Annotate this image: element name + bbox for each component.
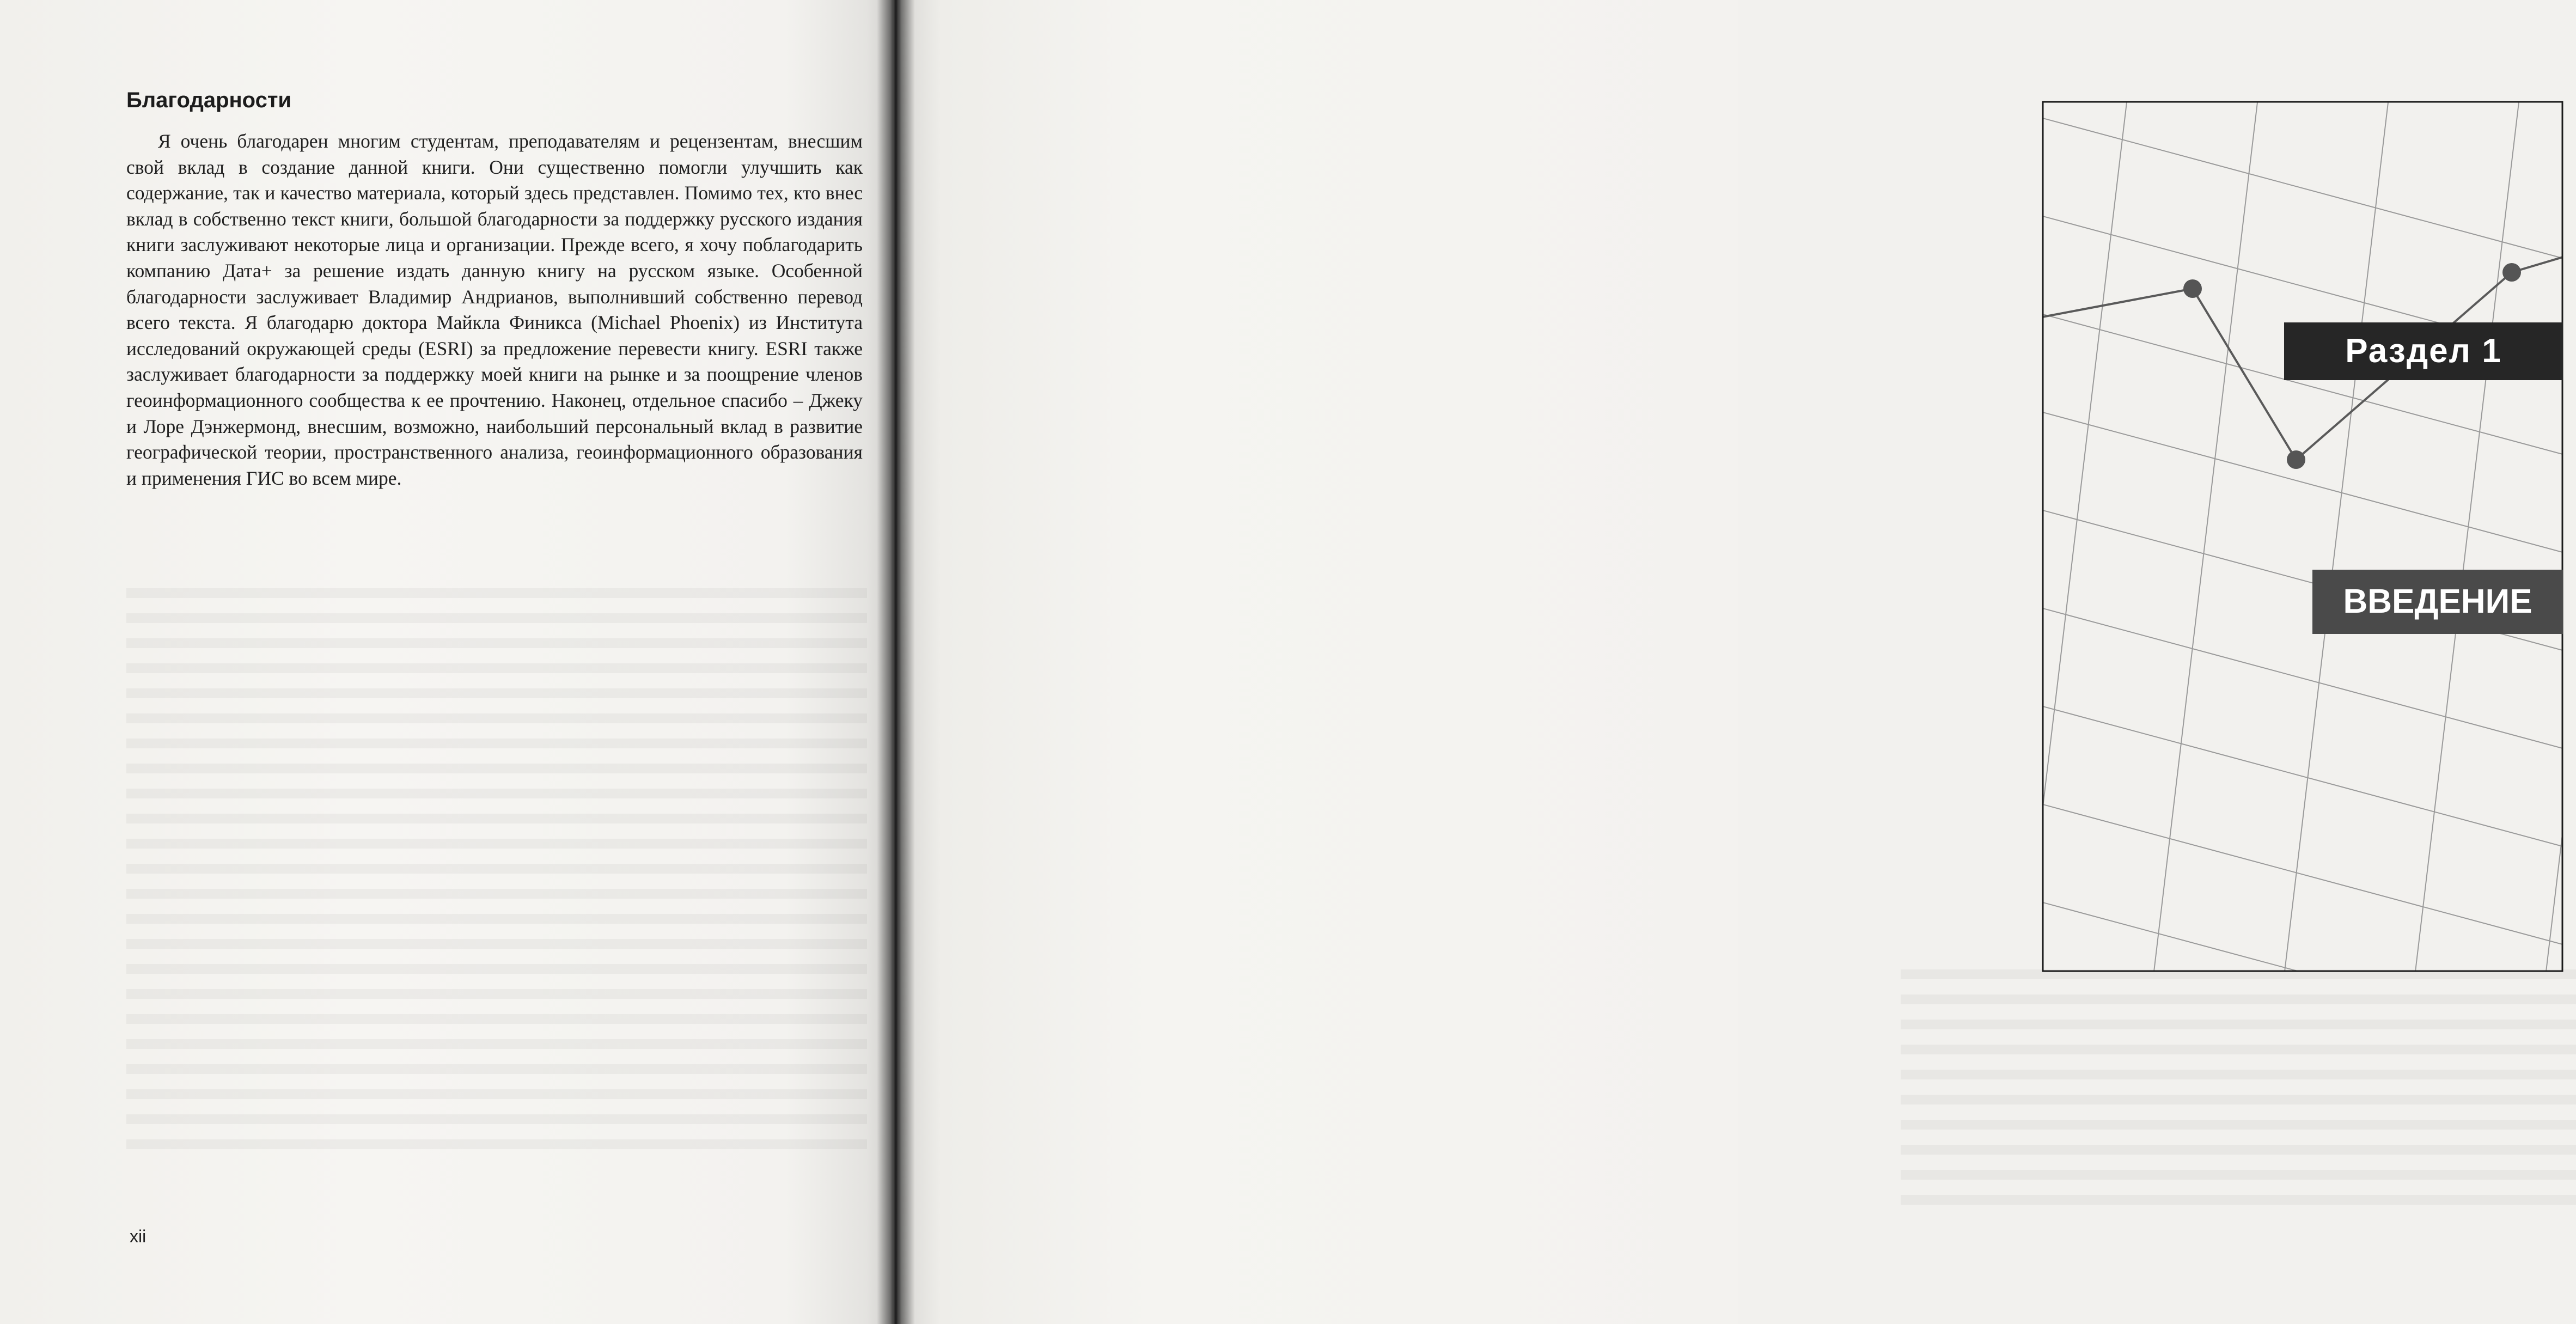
perspective-grid xyxy=(2020,80,2576,1049)
book-gutter-shadow xyxy=(877,0,915,1324)
acknowledgements-paragraph: Я очень благодарен многим студентам, преподавателям и рецензентам, внесшим свой вклад в создание данной книги. Они существенно помогли улучшить как содержание, так и качество материала, который здесь представлен. Помимо тех, кто внес вклад в собственно текст книги, большой благодарности за поддержку русского издания книги заслуживают некоторые лица и организации. Прежде всего, я хочу поблагодарить компанию Дата+ за решение издать данную книгу на русском языке. Особенной благодарности заслуживает Владимир Андрианов, выполнивший собственно перевод всего текста. Я благодарю доктора Майкла Финикса (Michael Phoenix) из Института исследований окружающей среды (ESRI) за предложение перевести книгу. ESRI также заслуживает благодарности за поддержку моей книги на рынке и за поощрение членов геоинформационного сообщества к ее прочтению. Наконец, отдельное спасибо – Джеку и Лоре Дэнжермонд, внесшим, возможно, наибольший персональный вклад в развитие географической теории, пространственного анализа, геоинформационного образования и применения ГИС во всем мире. xyxy=(126,130,863,489)
part-opener-illustration xyxy=(2042,101,2563,972)
right-page xyxy=(899,0,2532,1324)
part-label: Раздел 1 xyxy=(2284,322,2563,380)
left-page xyxy=(0,0,893,1324)
page-number: xii xyxy=(130,1227,146,1246)
network-node xyxy=(2183,279,2202,298)
illustration-border xyxy=(2043,102,2562,971)
section-title: ВВЕДЕНИЕ xyxy=(2312,570,2563,634)
grid-network-graphic xyxy=(2042,101,2563,972)
acknowledgements-heading: Благодарности xyxy=(126,88,292,112)
bleed-through-text xyxy=(126,588,867,1155)
network-node xyxy=(2502,263,2521,282)
bleed-through-text-right xyxy=(1901,969,2576,1209)
network-node xyxy=(2287,450,2305,469)
